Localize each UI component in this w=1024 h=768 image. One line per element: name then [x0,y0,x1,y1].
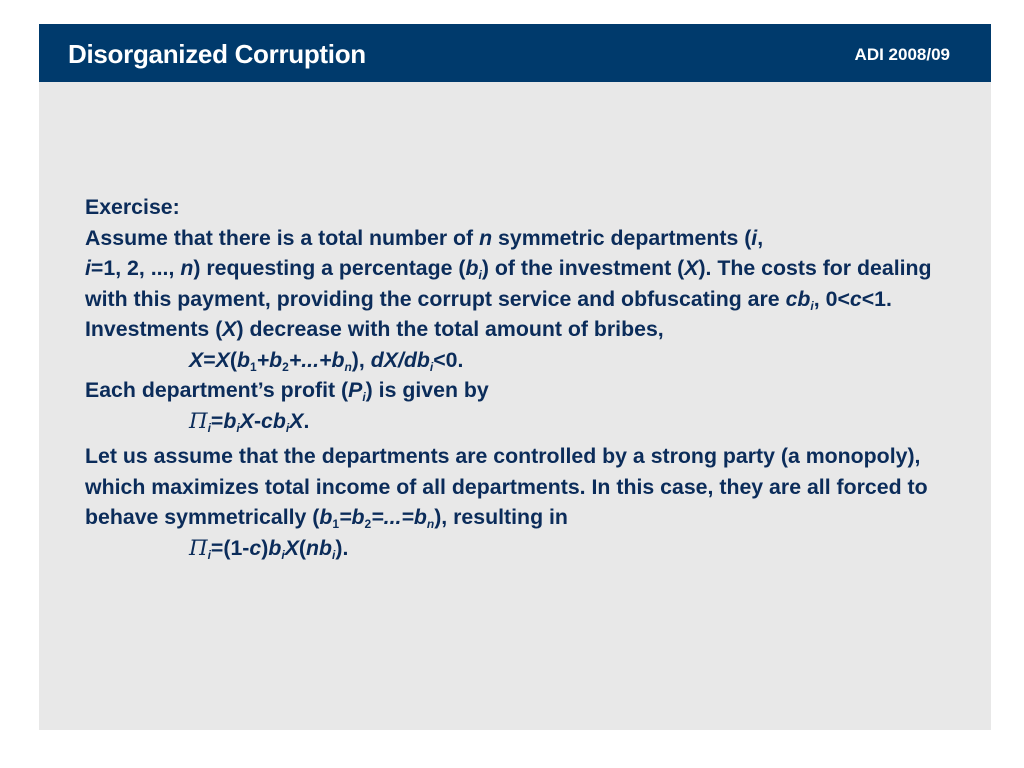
var-P: P [348,378,363,402]
text-run: ) decrease with the total amount of bribes, [236,317,664,341]
subscript: 1 [249,359,257,374]
text-run: + [256,347,270,372]
var-cb: cb [261,408,286,433]
subscript: i [207,420,211,435]
var-c: c [849,286,862,311]
formula-investment [85,345,955,376]
var-X: X [289,408,304,433]
var-pi: Π [189,408,208,434]
var-X: X [222,317,237,341]
paragraph-monopoly [85,441,955,533]
formula-profit [85,406,955,438]
paragraph-profit [85,375,955,406]
text-run: +...+ [288,347,332,372]
var-b: b [268,535,282,560]
var-b: b [331,347,345,372]
var-i: i [751,225,758,250]
var-X: X [284,535,299,560]
slide-header [39,24,991,82]
text-run: Assume that there is a total number of [85,225,480,250]
text-run: . [303,408,310,433]
subscript: n [344,359,352,374]
var-X: X [239,408,254,433]
subscript: i [285,420,290,435]
subscript: i [478,268,482,282]
text-run: ) of the investment ( [481,256,685,280]
text-run: =1, 2, ..., [90,256,181,280]
text-run: <1. Investments ( [85,286,892,341]
text-run: ). [335,535,349,560]
var-i: i [85,256,91,280]
subscript: i [429,359,434,374]
text-run: ). The costs for dealing with this payment, providing the corrupt service and obfuscating are [85,256,932,311]
var-b: b [236,347,250,372]
text-run: , 0< [813,286,850,311]
text-run: = [339,505,352,529]
var-X: X [189,347,204,372]
slide-title: Disorganized Corruption [68,39,366,69]
var-b: b [269,347,283,372]
var-n: n [180,256,194,280]
text-run: ) [261,535,269,560]
subscript: n [426,517,435,531]
subscript: i [362,390,366,404]
text-run: symmetric departments ( [492,225,752,250]
formula-monopoly-profit [85,533,955,565]
text-run: <0. [433,347,464,372]
var-b: b [223,408,237,433]
var-n: n [479,225,493,250]
subscript: 1 [332,517,340,531]
var-b: b [413,505,427,529]
text-run: ( [298,535,307,560]
course-label: ADI 2008/09 [854,45,950,64]
text-run: - [253,408,262,433]
text-run: Each department’s profit ( [85,378,349,402]
var-X: X [684,256,699,280]
subscript: i [281,547,285,562]
var-X: X [215,347,230,372]
var-cb: cb [785,286,811,311]
text-run: Let us assume that the departments are controlled by a strong party (a monopoly), which maximizes total income of all departments. In this case, they are all forced to behave symmetrically ( [85,444,928,529]
slide [39,24,991,730]
text-run: , [757,225,764,250]
text-run: ), resulting in [434,505,568,529]
var-pi: Π [189,535,208,561]
text-run: ), [351,347,371,372]
paragraph-assumption [85,223,955,345]
text-run: ) is given by [365,378,489,402]
subscript: i [207,547,211,562]
text-run: ) requesting a percentage ( [193,256,466,280]
text-run: =...= [371,505,414,529]
subscript: 2 [282,359,289,374]
text-run: ( [229,347,237,372]
var-nb: nb [306,535,333,560]
slide-body [85,192,955,564]
var-b: b [465,256,479,280]
var-b: b [351,505,365,529]
var-derivative: dX/db [370,347,430,372]
var-c: c [249,535,262,560]
subscript: 2 [364,517,372,531]
subscript: i [236,420,240,435]
exercise-heading: Exercise: [85,195,180,219]
text-run: = [203,347,216,372]
var-b: b [319,505,333,529]
text-run: =(1- [210,535,250,560]
text-run: = [210,408,224,433]
subscript: i [810,298,814,313]
subscript: i [332,547,336,562]
